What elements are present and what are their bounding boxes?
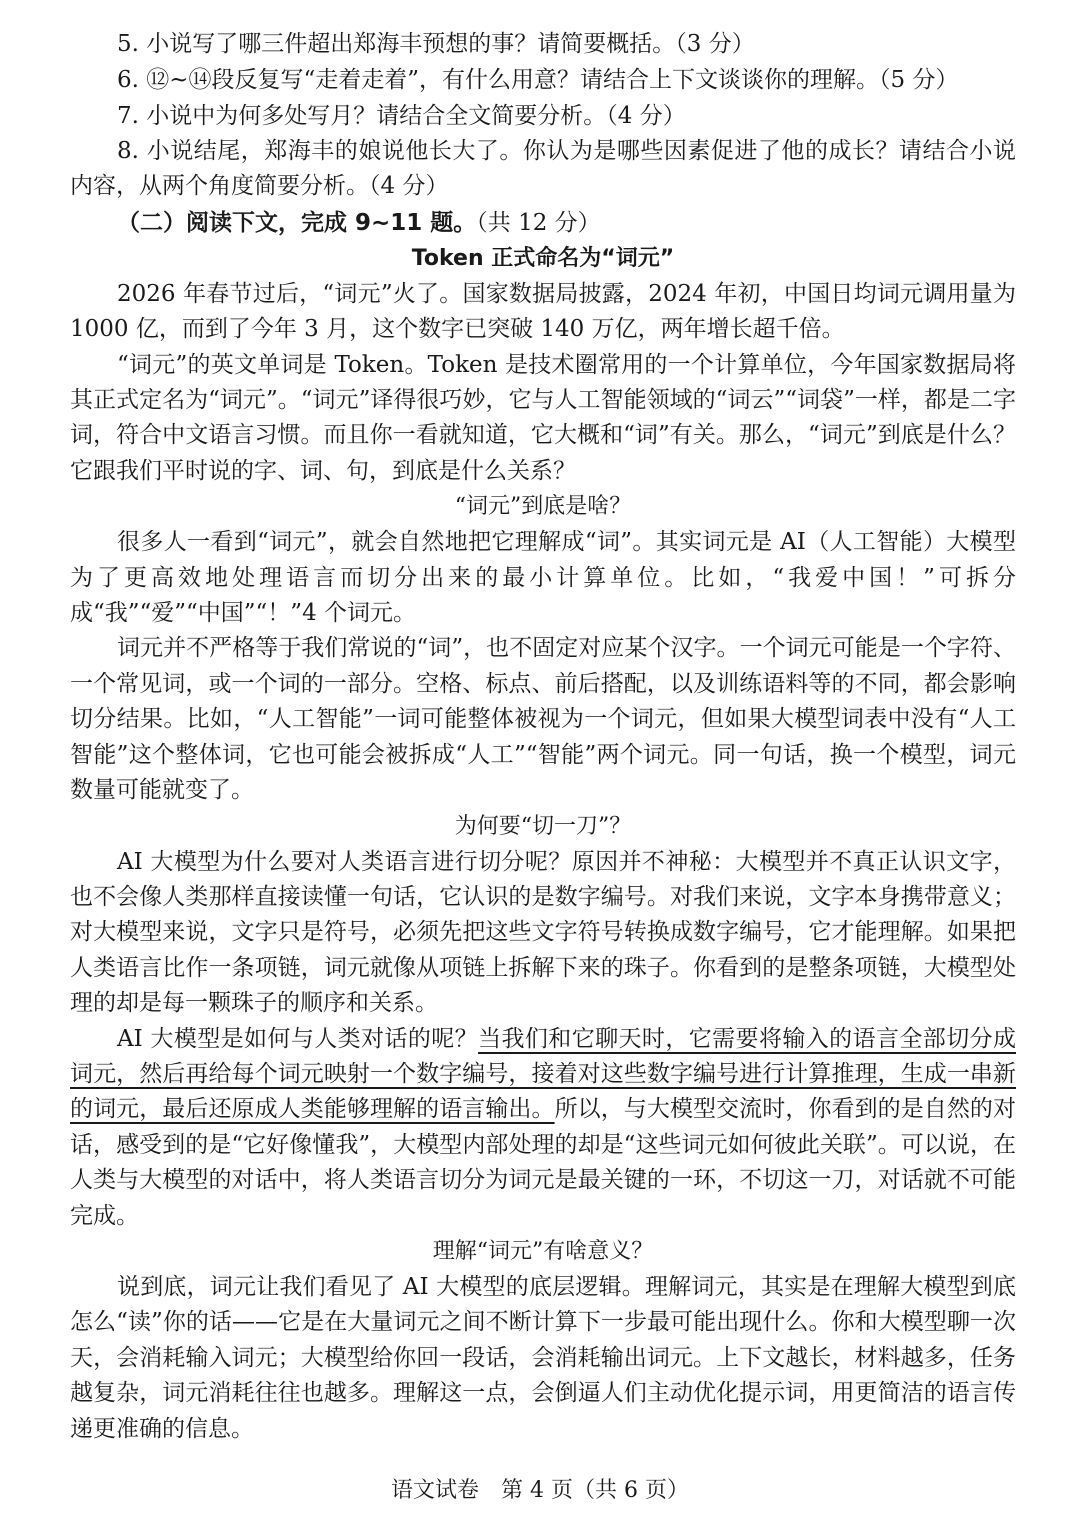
article-paragraph-2: “词元”的英文单词是 Token。Token 是技术圈常用的一个计算单位，今年国家数据局将其正式定名为“词元”。“词元”译得很巧妙，它与人工智能领域的“词云”“词袋”一样，都是二字词，符合中文语言习惯。而且你一看就知道，它大概和“词”有关。那么，“词元”到底是什么？它跟我们平时说的字、词、句，到底是什么关系？ <box>70 351 1016 484</box>
article-paragraph-1: 2026 年春节过后，“词元”火了。国家数据局披露，2024 年初，中国日均词元调用量为 1000 亿，而到了今年 3 月，这个数字已突破 140 万亿，两年增长超千倍。 <box>70 280 1016 343</box>
subheading-why-cut: 为何要“切一刀”？ <box>454 813 632 839</box>
paragraph-6-lead: AI 大模型是如何与人类对话的呢？ <box>117 1025 479 1052</box>
subheading-what-is-token: “词元”到底是啥？ <box>454 494 632 520</box>
question-7: 7. 小说中为何多处写月？请结合全文简要分析。（4 分） <box>117 103 686 129</box>
page-footer: 语文试卷 第 4 页（共 6 页） <box>391 1478 689 1503</box>
article-title: Token 正式命名为“词元” <box>411 245 675 271</box>
section-label: （二）阅读下文，完成 9~11 题。 <box>117 209 477 236</box>
section-points: （共 12 分） <box>476 209 601 236</box>
subheading-significance: 理解“词元”有啥意义？ <box>432 1238 654 1264</box>
article-paragraph-3: 很多人一看到“词元”，就会自然地把它理解成“词”。其实词元是 AI（人工智能）大模型为了更高效地处理语言而切分出来的最小计算单位。比如，“我爱中国！”可拆分成“我”“爱”“中国”“！”4 个词元。 <box>70 529 1016 627</box>
article-paragraph-5: AI 大模型为什么要对人类语言进行切分呢？原因并不神秘：大模型并不真正认识文字，也不会像人类那样直接读懂一句话，它认识的是数字编号。对我们来说，文字本身携带意义；对大模型来说，文字只是符号，必须先把这些文字符号转换成数字编号，它才能理解。如果把人类语言比作一条项链，词元就像从项链上拆解下来的珠子。你看到的是整条项链，大模型处理的却是每一颗珠子的顺序和关系。 <box>70 848 1016 1017</box>
page-content <box>70 26 1016 1447</box>
question-8: 8. 小说结尾，郑海丰的娘说他长大了。你认为是哪些因素促进了他的成长？请结合小说内容，从两个角度简要分析。（4 分） <box>70 138 1016 200</box>
section-heading <box>70 205 1016 241</box>
underlined-passage: 当我们和它聊天时，它需要将输入的语言全部切分成词元，然后再给每个词元映射一个数字编号，接着对这些数字编号进行计算推理，生成一串新的词元，最后还原成人类能够理解的语言输出。 <box>70 1025 1017 1123</box>
paragraph-6-tail: 所以，与大模型交流时，你看到的是自然的对话，感受到的是“它好像懂我”，大模型内部处理的却是“这些词元如何彼此关联”。可以说，在人类与大模型的对话中，将人类语言切分为词元是最关键的一环，不切这一刀，对话就不可能完成。 <box>70 1096 1017 1229</box>
question-6: 6. ⑫~⑭段反复写“走着走着”，有什么用意？请结合上下文谈谈你的理解。（5 分） <box>117 67 959 93</box>
article-paragraph-6 <box>70 1022 1016 1234</box>
article-paragraph-4: 词元并不严格等于我们常说的“词”，也不固定对应某个汉字。一个词元可能是一个字符、一个常见词，或一个词的一部分。空格、标点、前后搭配，以及训练语料等的不同，都会影响切分结果。比如，“人工智能”一词可能整体被视为一个词元，但如果大模型词表中没有“人工智能”这个整体词，它也可能会被拆成“人工”“智能”两个词元。同一句话，换一个模型，词元数量可能就变了。 <box>70 635 1016 804</box>
article-paragraph-7: 说到底，词元让我们看见了 AI 大模型的底层逻辑。理解词元，其实是在理解大模型到底怎么“读”你的话——它是在大量词元之间不断计算下一步最可能出现什么。你和大模型聊一次天，会消耗输入词元；大模型给你回一段话，会消耗输出词元。上下文越长，材料越多，任务越复杂，词元消耗往往也越多。理解这一点，会倒逼人们主动优化提示词，用更简洁的语言传递更准确的信息。 <box>70 1273 1016 1442</box>
question-5: 5. 小说写了哪三件超出郑海丰预想的事？请简要概括。（3 分） <box>117 31 755 57</box>
